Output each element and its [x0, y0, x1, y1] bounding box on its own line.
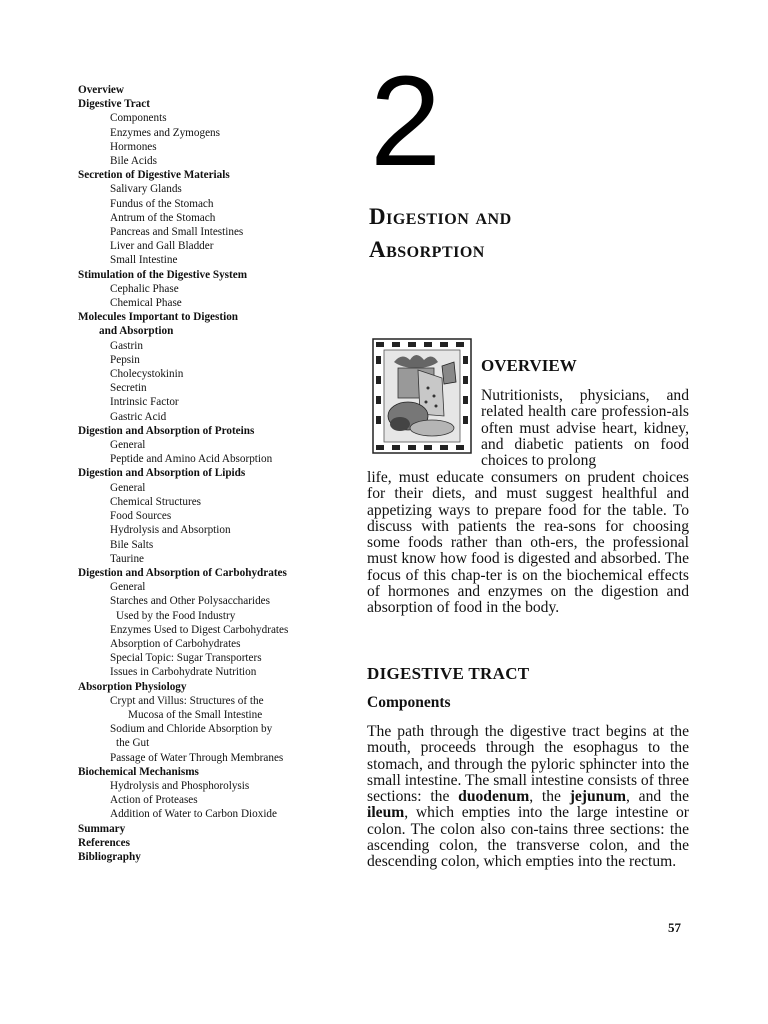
page-number: 57 — [668, 920, 681, 935]
toc-entry: Liver and Gall Bladder — [110, 240, 214, 253]
toc-entry: Hydrolysis and Phosphorolysis — [110, 779, 250, 792]
toc-entry: Intrinsic Factor — [110, 396, 179, 409]
toc-entry: Salivary Glands — [110, 183, 182, 196]
toc-entry: Enzymes Used to Digest Carbohydrates — [110, 623, 289, 636]
toc-entry: Secretion of Digestive Materials — [78, 169, 230, 182]
toc-entry: Digestive Tract — [78, 98, 150, 111]
toc-entry: Bile Acids — [110, 155, 157, 168]
toc-entry: Molecules Important to Digestion — [78, 311, 239, 324]
toc-entry: Bibliography — [78, 850, 141, 863]
chapter-title-line-2: Absorption — [369, 237, 485, 262]
toc-entry: Absorption of Carbohydrates — [110, 637, 241, 650]
chapter-outline — [78, 83, 360, 864]
toc-entry: Chemical Phase — [110, 297, 182, 310]
toc-entry: Absorption Physiology — [78, 680, 187, 693]
toc-entry: Hydrolysis and Absorption — [110, 524, 231, 537]
toc-entry: Summary — [78, 822, 126, 835]
toc-entry: Digestion and Absorption of Lipids — [78, 467, 246, 480]
toc-entry: Sodium and Chloride Absorption by — [110, 723, 273, 736]
toc-entry: Bile Salts — [110, 538, 154, 551]
term-duodenum: duodenum — [458, 788, 530, 806]
toc-entry: Gastric Acid — [110, 410, 167, 423]
toc-entry: Pancreas and Small Intestines — [110, 226, 244, 239]
toc-entry: Antrum of the Stomach — [110, 211, 216, 224]
toc-entry: Crypt and Villus: Structures of the — [110, 694, 264, 707]
toc-entry: Pepsin — [110, 353, 140, 366]
toc-entry: Secretin — [110, 382, 147, 395]
toc-entry: Gastrin — [110, 339, 143, 352]
subsection-heading: Components — [367, 694, 451, 711]
overview-intro-paragraph: Nutritionists, physicians, and related health care profession-als often must advise heart, kidney, and diabetic patients on food choices to prolong — [481, 387, 689, 470]
toc-entry: Cephalic Phase — [110, 282, 179, 295]
toc-entry: Action of Proteases — [110, 794, 198, 807]
toc-entry: Food Sources — [110, 510, 172, 523]
components-text-2: , the — [529, 788, 570, 806]
food-illustration-image — [372, 338, 472, 454]
toc-entry: Components — [110, 112, 167, 125]
toc-entry: Used by the Food Industry — [116, 609, 236, 622]
toc-entry: Digestion and Absorption of Proteins — [78, 424, 255, 437]
components-text-1: The path through the digestive tract begins at the mouth, proceeds through the esophagus to the stomach, and through the pyloric sphincter into the small intestine. The small intestine consists of three sections: the — [367, 723, 689, 806]
chapter-number: 2 — [370, 50, 440, 193]
overview-paragraph: life, must educate consumers on prudent choices for their diets, and must suggest healthful and appetizing ways to prepare food for the table. To discuss with patients the rea-sons for choosing some foods rather than oth-ers, the professional must know how food is digested and absorbed. The focus of this chap-ter is on the biochemical effects of hormones and enzymes on the digestion and absorption of food in the body. — [367, 469, 689, 617]
toc-entry: Small Intestine — [110, 254, 178, 267]
toc-entry: Stimulation of the Digestive System — [78, 268, 248, 281]
toc-entry: Addition of Water to Carbon Dioxide — [110, 808, 277, 821]
toc-entry: Special Topic: Sugar Transporters — [110, 652, 262, 665]
chapter-title-line-1: Digestion and — [369, 204, 512, 229]
toc-entry: General — [110, 439, 146, 452]
toc-entry: Taurine — [110, 552, 145, 565]
toc-entry: Peptide and Amino Acid Absorption — [110, 453, 273, 466]
toc-entry: Hormones — [110, 140, 157, 153]
toc-entry: Starches and Other Polysaccharides — [110, 595, 270, 608]
toc-entry: Chemical Structures — [110, 495, 202, 508]
overview-heading: OVERVIEW — [481, 356, 577, 375]
toc-entry: and Absorption — [99, 325, 174, 338]
toc-entry: Digestion and Absorption of Carbohydrates — [78, 566, 287, 579]
toc-entry: Cholecystokinin — [110, 368, 184, 381]
components-paragraph — [367, 724, 689, 871]
toc-entry: Overview — [78, 84, 124, 96]
toc-entry: Issues in Carbohydrate Nutrition — [110, 666, 257, 679]
toc-entry: Passage of Water Through Membranes — [110, 751, 284, 764]
toc-entry: General — [110, 581, 146, 594]
toc-entry: References — [78, 836, 130, 849]
toc-entry: Biochemical Mechanisms — [78, 765, 199, 778]
term-jejunum: jejunum — [569, 788, 627, 806]
toc-entry: General — [110, 481, 146, 494]
chapter-title — [369, 200, 669, 266]
components-text-3: , and the — [626, 788, 689, 806]
toc-entry: Enzymes and Zymogens — [110, 126, 220, 139]
components-text-4: , which empties into the large intestine or colon. The colon also con-tains three sections: the ascending colon, the transverse colon, and the descending colon, which empties into the rectum. — [367, 804, 689, 871]
toc-entry: Fundus of the Stomach — [110, 197, 214, 210]
toc-entry: the Gut — [116, 737, 150, 750]
toc-entry: Mucosa of the Small Intestine — [128, 708, 263, 721]
section-heading: DIGESTIVE TRACT — [367, 664, 530, 683]
term-ileum: ileum — [367, 804, 405, 822]
